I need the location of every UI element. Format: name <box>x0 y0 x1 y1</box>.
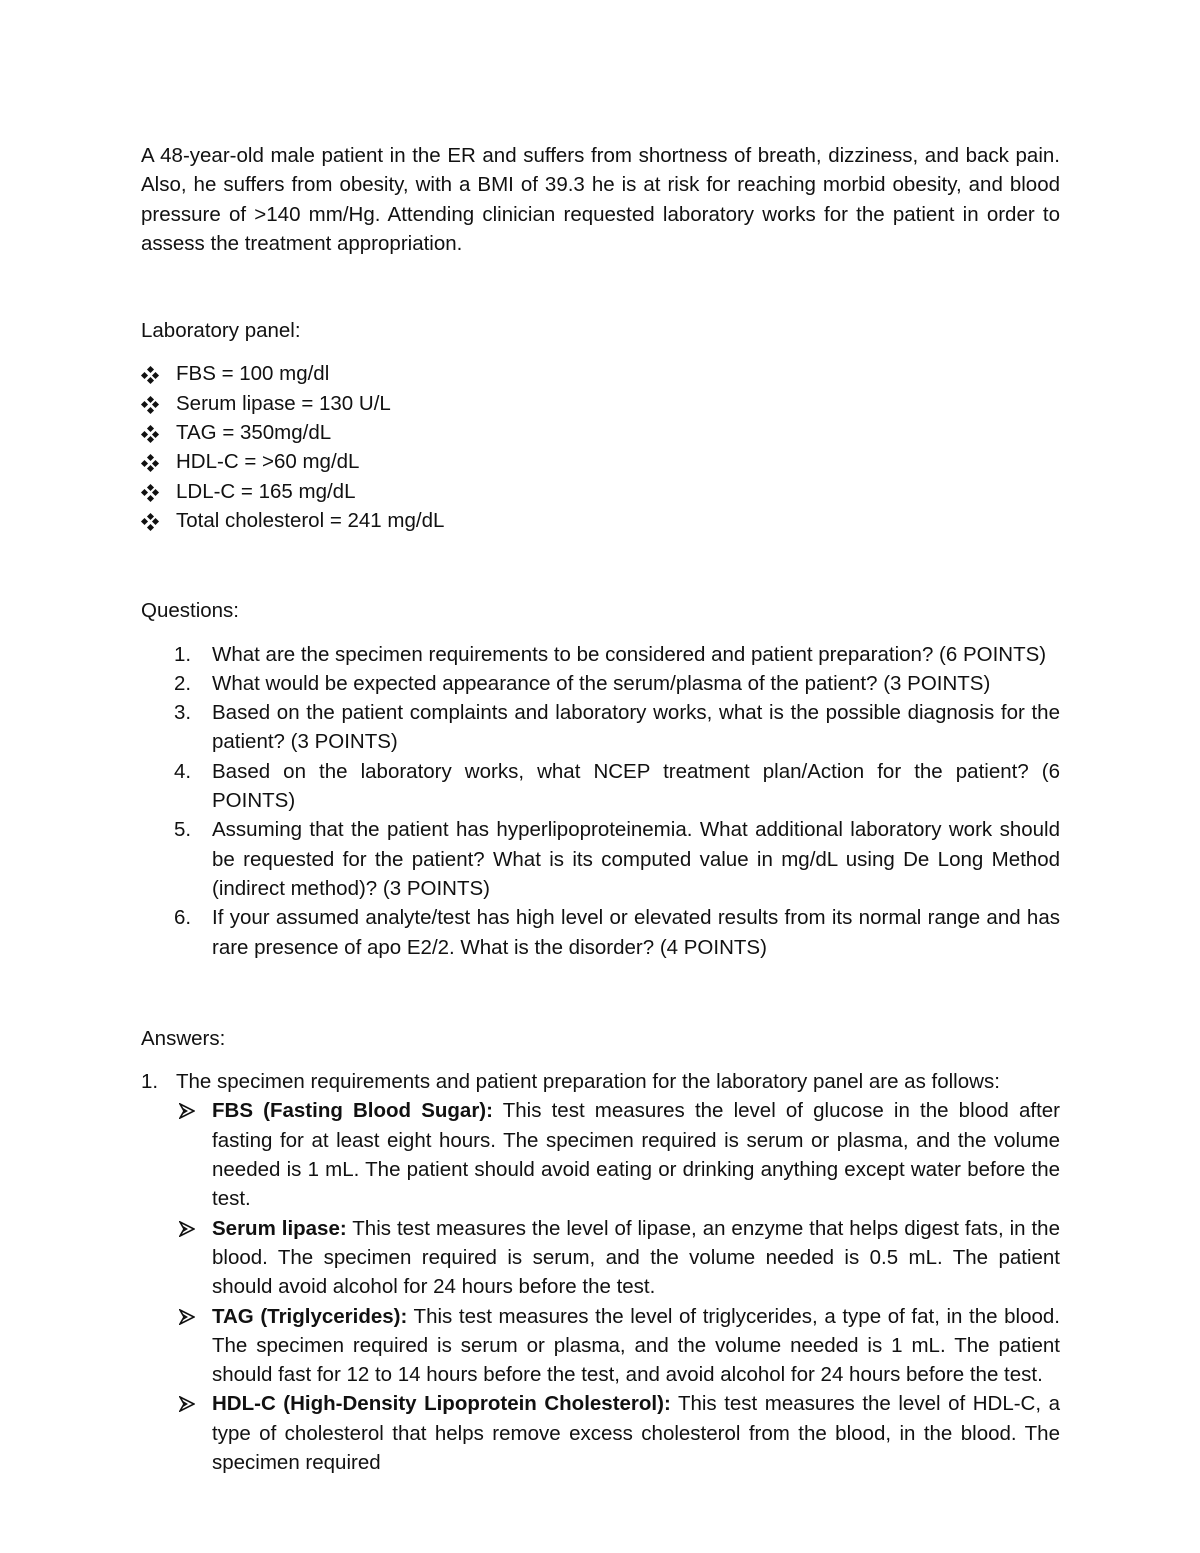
lab-item-text: FBS = 100 mg/dl <box>176 362 330 386</box>
answer-subitem-term: FBS (Fasting Blood Sugar): <box>212 1099 493 1123</box>
question-item <box>141 815 1060 903</box>
diamond-bullet-icon <box>142 485 158 501</box>
question-text: Based on the laboratory works, what NCEP treatment plan/Action for the patient? (6 POINTS) <box>212 759 1060 813</box>
question-number: 3. <box>174 701 192 725</box>
lab-item-text: Serum lipase = 130 U/L <box>176 391 391 415</box>
diamond-bullet-icon <box>142 455 158 471</box>
answer-subitem-term: TAG (Triglycerides): <box>212 1304 408 1328</box>
questions-heading: Questions: <box>141 599 239 623</box>
question-text: What are the specimen requirements to be considered and patient preparation? (6 POINTS) <box>212 642 1047 666</box>
answer-subitem-text: This test measures the level of triglycerides, a type of fat, in the blood. The specimen required is serum or plasma, and the volume needed is 1 mL. The patient should fast for 12 to 14 hours before the test, and avoid alcohol for 24 hours before the test. <box>212 1304 1060 1387</box>
answers-list <box>141 1067 1060 1477</box>
answers-section <box>141 1024 1060 1477</box>
answer-sublist <box>176 1096 1060 1477</box>
question-number: 5. <box>174 818 192 842</box>
answer-subitem-term: HDL-C (High-Density Lipoprotein Cholesterol): <box>212 1392 671 1416</box>
question-text: If your assumed analyte/test has high level or elevated results from its normal range and has rare presence of apo E2/2. What is the disorder? (4 POINTS) <box>212 906 1060 959</box>
diamond-bullet-icon <box>142 397 158 413</box>
lab-item-text: LDL-C = 165 mg/dL <box>176 479 356 503</box>
question-item <box>141 757 1060 816</box>
answer-text: The specimen requirements and patient preparation for the laboratory panel are as follows: <box>176 1070 1000 1094</box>
question-number: 1. <box>174 642 192 666</box>
question-item <box>141 640 1060 669</box>
question-text: Based on the patient complaints and laboratory works, what is the possible diagnosis for the patient? (3 POINTS) <box>212 701 1060 754</box>
diamond-bullet-icon <box>142 514 158 530</box>
lab-item <box>141 447 1060 476</box>
lab-item <box>141 506 1060 535</box>
lab-item <box>141 359 1060 388</box>
lab-item <box>141 418 1060 447</box>
answer-subitem <box>176 1389 1060 1477</box>
laboratory-panel-section <box>141 316 1060 535</box>
lab-item-text: HDL-C = >60 mg/dL <box>176 450 360 474</box>
answer-subitem <box>176 1302 1060 1390</box>
answer-subitem-text: This test measures the level of lipase, an enzyme that helps digest fats, in the blood. The specimen required is serum, and the volume needed is 0.5 mL. The patient should avoid alcohol for 24 hours before the test. <box>212 1216 1060 1299</box>
diamond-bullet-icon <box>142 426 158 442</box>
questions-list <box>141 640 1060 962</box>
question-item <box>141 698 1060 757</box>
answer-subitem <box>176 1214 1060 1302</box>
question-text: Assuming that the patient has hyperlipoproteinemia. What additional laboratory work should be requested for the patient? What is its computed value in mg/dL using De Long Method (indirect method)? (3 POINTS) <box>212 818 1060 900</box>
arrowhead-bullet-icon <box>179 1309 195 1325</box>
questions-section <box>141 596 1060 962</box>
question-number: 2. <box>174 671 192 695</box>
laboratory-panel-heading: Laboratory panel: <box>141 319 301 343</box>
answer-subitem-text: This test measures the level of HDL-C, a type of cholesterol that helps remove excess cholesterol from the blood, in the blood. The specimen required <box>212 1392 1060 1474</box>
question-item <box>141 903 1060 962</box>
case-intro-paragraph: A 48-year-old male patient in the ER and suffers from shortness of breath, dizziness, and back pain. Also, he suffers from obesity, with a BMI of 39.3 he is at risk for reaching morbid obesity, and blood pressure of >140 mm/Hg. Attending clinician requested laboratory works for the patient in order to assess the treatment appropriation. <box>141 144 1060 255</box>
lab-item <box>141 477 1060 506</box>
arrowhead-bullet-icon <box>179 1103 195 1119</box>
diamond-bullet-icon <box>142 367 158 383</box>
question-number: 4. <box>174 759 192 783</box>
lab-item-text: Total cholesterol = 241 mg/dL <box>176 508 445 532</box>
answer-item <box>141 1067 1060 1477</box>
answer-subitem-term: Serum lipase: <box>212 1216 347 1240</box>
answer-subitem-text: This test measures the level of glucose in the blood after fasting for at least eight hours. The specimen required is serum or plasma, and the volume needed is 1 mL. The patient should avoid eating or drinking anything except water before the test. <box>212 1099 1060 1211</box>
lab-item <box>141 389 1060 418</box>
answer-number: 1. <box>141 1070 159 1094</box>
question-item <box>141 669 1060 698</box>
lab-item-text: TAG = 350mg/dL <box>176 421 332 445</box>
laboratory-panel-list <box>141 359 1060 535</box>
arrowhead-bullet-icon <box>179 1396 195 1412</box>
answers-heading: Answers: <box>141 1026 226 1050</box>
question-number: 6. <box>174 906 192 930</box>
arrowhead-bullet-icon <box>179 1221 195 1237</box>
answer-subitem <box>176 1096 1060 1213</box>
question-text: What would be expected appearance of the serum/plasma of the patient? (3 POINTS) <box>212 671 991 695</box>
